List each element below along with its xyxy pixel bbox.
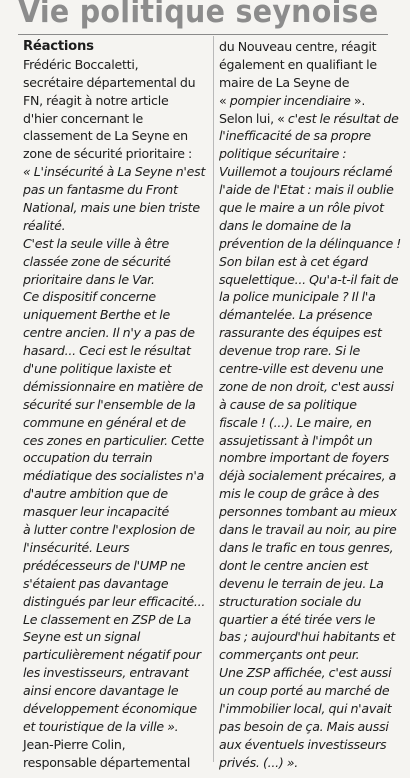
text-line-content: pas besoin de ça. Mais aussi — [219, 718, 389, 734]
text-line — [23, 521, 211, 539]
text-line — [23, 235, 211, 253]
text-line — [219, 628, 401, 646]
text-line-content: masquer leur incapacité — [23, 504, 170, 520]
text-line-content: Ce dispositif concerne — [23, 289, 156, 305]
text-line — [23, 432, 211, 450]
text-line — [23, 74, 211, 92]
text-line-content: démissionnaire en matière de — [23, 378, 204, 394]
text-line-content: également en qualifiant le — [219, 56, 377, 72]
text-line — [219, 342, 401, 360]
text-line-content: ces zones en particulier. Cette — [23, 432, 205, 448]
text-line — [23, 56, 211, 74]
article-column-right — [219, 38, 401, 772]
text-line — [23, 342, 211, 360]
text-line — [219, 56, 401, 74]
text-line-content: fiscale ! (...). Le maire, en — [219, 414, 372, 430]
text-line-content: commune en général et de — [23, 414, 186, 430]
text-line-content: distingués par leur efficacité... — [23, 593, 206, 609]
text-line-content: d'une politique laxiste et — [23, 361, 172, 377]
text-line-content: « pompier incendiaire ». — [219, 92, 366, 108]
text-line-content: assujetissant à l'impôt un — [219, 432, 373, 448]
text-line-content: du Nouveau centre, réagit — [219, 39, 377, 54]
text-line — [219, 360, 401, 378]
text-line-content: maire de La Seyne de — [219, 74, 350, 90]
text-line-content: structuration sociale du — [219, 593, 362, 609]
text-line — [23, 611, 211, 629]
text-line-content: que le maire a un rôle pivot — [219, 200, 384, 216]
text-line — [23, 682, 211, 700]
text-line-content: à lutter contre l'explosion de — [23, 522, 195, 538]
text-line — [219, 467, 401, 485]
text-line — [23, 253, 211, 271]
text-line-content: mis le coup de grâce à des — [219, 486, 380, 502]
text-line — [219, 521, 401, 539]
text-line-content: d'hier concernant le — [23, 110, 143, 126]
text-line-content: classement de La Seyne en — [23, 128, 188, 144]
text-line — [219, 38, 401, 56]
section-masthead — [18, 0, 388, 35]
text-line-content: responsable départemental — [23, 754, 191, 770]
text-line — [23, 449, 211, 467]
text-line-content: les investisseurs, entravant — [23, 665, 189, 681]
text-line-content: Le classement en ZSP de La — [23, 611, 192, 627]
text-line — [219, 718, 401, 736]
text-line — [23, 503, 211, 521]
text-line-content: la police municipale ? Il l'a — [219, 289, 376, 305]
text-line — [219, 110, 401, 128]
text-line-content: bas ; aujourd'hui habitants et — [219, 629, 396, 645]
text-line-content: un coup porté au marché de — [219, 683, 390, 699]
text-line-content: d'autre ambition que de — [23, 486, 168, 502]
text-line — [23, 92, 211, 110]
text-line-content: privés. (...) ». — [219, 754, 299, 770]
text-line-content: centre ancien. Il n'y a pas de — [23, 325, 195, 341]
text-line — [219, 485, 401, 503]
text-line — [23, 718, 211, 736]
left-column-text — [23, 56, 211, 772]
text-line — [23, 127, 211, 145]
text-line-content: Seyne est un signal — [23, 629, 141, 645]
text-line-content: uniquement Berthe et le — [23, 307, 171, 323]
text-line — [219, 449, 401, 467]
text-line-content: Vuillemot a toujours réclamé — [219, 164, 393, 180]
text-line — [23, 539, 211, 557]
text-line — [219, 74, 401, 92]
text-line-content: rassurante des équipes est — [219, 325, 382, 341]
text-line-content: à cause de sa politique — [219, 396, 357, 412]
text-line-content: médiatique des socialistes n'a — [23, 468, 205, 484]
text-line-content: aux éventuels investisseurs — [219, 736, 387, 752]
text-line — [219, 378, 401, 396]
text-line-content: dans le travail au noir, au pire — [219, 522, 397, 538]
text-line — [219, 503, 401, 521]
text-line — [219, 736, 401, 754]
text-line-content: l'immobilier local, qui n'avait — [219, 700, 392, 716]
text-line-content: National, mais une bien triste — [23, 200, 200, 216]
text-line-content: classée zone de sécurité — [23, 253, 171, 269]
text-line — [219, 271, 401, 289]
text-line — [23, 199, 211, 217]
text-line — [219, 324, 401, 342]
text-line-content: Son bilan est à cet égard — [219, 253, 368, 269]
text-line-content: commerçants ont peur. — [219, 647, 360, 663]
text-line — [23, 360, 211, 378]
text-line — [23, 628, 211, 646]
text-line — [23, 324, 211, 342]
text-line — [23, 557, 211, 575]
text-line — [219, 557, 401, 575]
text-line — [23, 306, 211, 324]
text-line — [219, 181, 401, 199]
text-line-content: secrétaire départemental du — [23, 74, 196, 90]
text-line — [219, 414, 401, 432]
text-line-content: l'aide de l'Etat : mais il oublie — [219, 182, 394, 198]
text-line — [23, 378, 211, 396]
column-divider — [213, 36, 214, 762]
text-line — [219, 396, 401, 414]
text-line — [219, 145, 401, 163]
text-line — [23, 700, 211, 718]
text-line — [219, 700, 401, 718]
text-line — [219, 646, 401, 664]
text-line — [219, 682, 401, 700]
text-line-content: C'est la seule ville à être — [23, 235, 170, 251]
text-line — [219, 575, 401, 593]
text-line — [23, 646, 211, 664]
text-line-content: occupation du terrain — [23, 450, 153, 466]
text-line — [219, 199, 401, 217]
article-column-left — [23, 38, 211, 772]
text-line-content: réalité. — [23, 217, 66, 233]
text-line — [219, 127, 401, 145]
text-line-content: s'étaient pas davantage — [23, 575, 169, 591]
text-line — [23, 664, 211, 682]
text-line — [23, 110, 211, 128]
text-line-content: devenue trop rare. Si le — [219, 343, 361, 359]
text-line-content: zone de non droit, c'est aussi — [219, 378, 394, 394]
text-line — [23, 271, 211, 289]
text-line — [219, 611, 401, 629]
text-line-content: sécurité sur l'ensemble de la — [23, 396, 196, 412]
text-line — [23, 593, 211, 611]
text-line — [219, 593, 401, 611]
text-line-content: hasard... Ceci est le résultat — [23, 343, 191, 359]
text-line-content: démantelée. La présence — [219, 307, 373, 323]
text-line — [219, 163, 401, 181]
text-line — [219, 288, 401, 306]
text-line — [219, 253, 401, 271]
text-line — [23, 163, 211, 181]
text-line — [23, 485, 211, 503]
text-line — [219, 754, 401, 772]
text-line-content: « L'insécurité à La Seyne n'est — [23, 164, 206, 180]
text-line-content: dans le trafic en tous genres, — [219, 539, 394, 555]
text-line — [23, 145, 211, 163]
text-line-content: prévention de la délinquance ! — [219, 235, 401, 251]
text-line-content: et touristique de la ville ». — [23, 718, 179, 734]
text-line-content: Une ZSP affichée, c'est aussi — [219, 665, 392, 681]
text-line-content: développement économique — [23, 700, 197, 716]
text-line — [23, 575, 211, 593]
text-line-content: déjà socialement précaires, a — [219, 468, 397, 484]
text-line-content: l'inefficacité de sa propre — [219, 128, 371, 144]
text-line-content: quartier a été tirée vers le — [219, 611, 376, 627]
text-line — [219, 306, 401, 324]
text-line-content: centre-ville est devenu une — [219, 361, 384, 377]
article-heading: Réactions — [23, 39, 94, 54]
text-line — [219, 235, 401, 253]
text-line-content: ainsi encore davantage le — [23, 683, 179, 699]
text-line — [219, 92, 401, 110]
text-line — [23, 754, 211, 772]
text-line-content: nombre important de foyers — [219, 450, 389, 466]
text-line — [23, 736, 211, 754]
text-line-content: politique sécuritaire : — [219, 146, 347, 162]
text-line — [219, 217, 401, 235]
text-line-content: Selon lui, « c'est le résultat de — [219, 110, 399, 126]
text-line-content: dont le centre ancien est — [219, 557, 369, 573]
section-title: Vie politique seynoise — [18, 0, 379, 30]
text-line-content: pas un fantasme du Front — [23, 182, 178, 198]
text-line-content: particulièrement négatif pour — [23, 647, 201, 663]
text-line — [23, 396, 211, 414]
text-line-content: personnes tombant au mieux — [219, 504, 397, 520]
text-line — [219, 432, 401, 450]
text-line-content: devenu le terrain de jeu. La — [219, 575, 384, 591]
text-line-content: zone de sécurité prioritaire : — [23, 146, 192, 162]
right-column-text — [219, 38, 401, 772]
text-line-content: Frédéric Boccaletti, — [23, 56, 139, 72]
text-line — [23, 217, 211, 235]
text-line-content: dans le domaine de la — [219, 217, 352, 233]
text-line — [23, 288, 211, 306]
text-line — [219, 539, 401, 557]
text-line-content: prioritaire dans le Var. — [23, 271, 155, 287]
text-line — [23, 181, 211, 199]
text-line-content: l'insécurité. Leurs — [23, 539, 130, 555]
text-line — [23, 414, 211, 432]
text-line-content: prédécesseurs de l'UMP ne — [23, 557, 186, 573]
text-line — [219, 664, 401, 682]
text-line-content: squelettique... Qu'a-t-il fait de — [219, 271, 399, 287]
text-line — [23, 467, 211, 485]
text-line-content: FN, réagit à notre article — [23, 92, 169, 108]
text-line-content: Jean-Pierre Colin, — [23, 736, 126, 752]
